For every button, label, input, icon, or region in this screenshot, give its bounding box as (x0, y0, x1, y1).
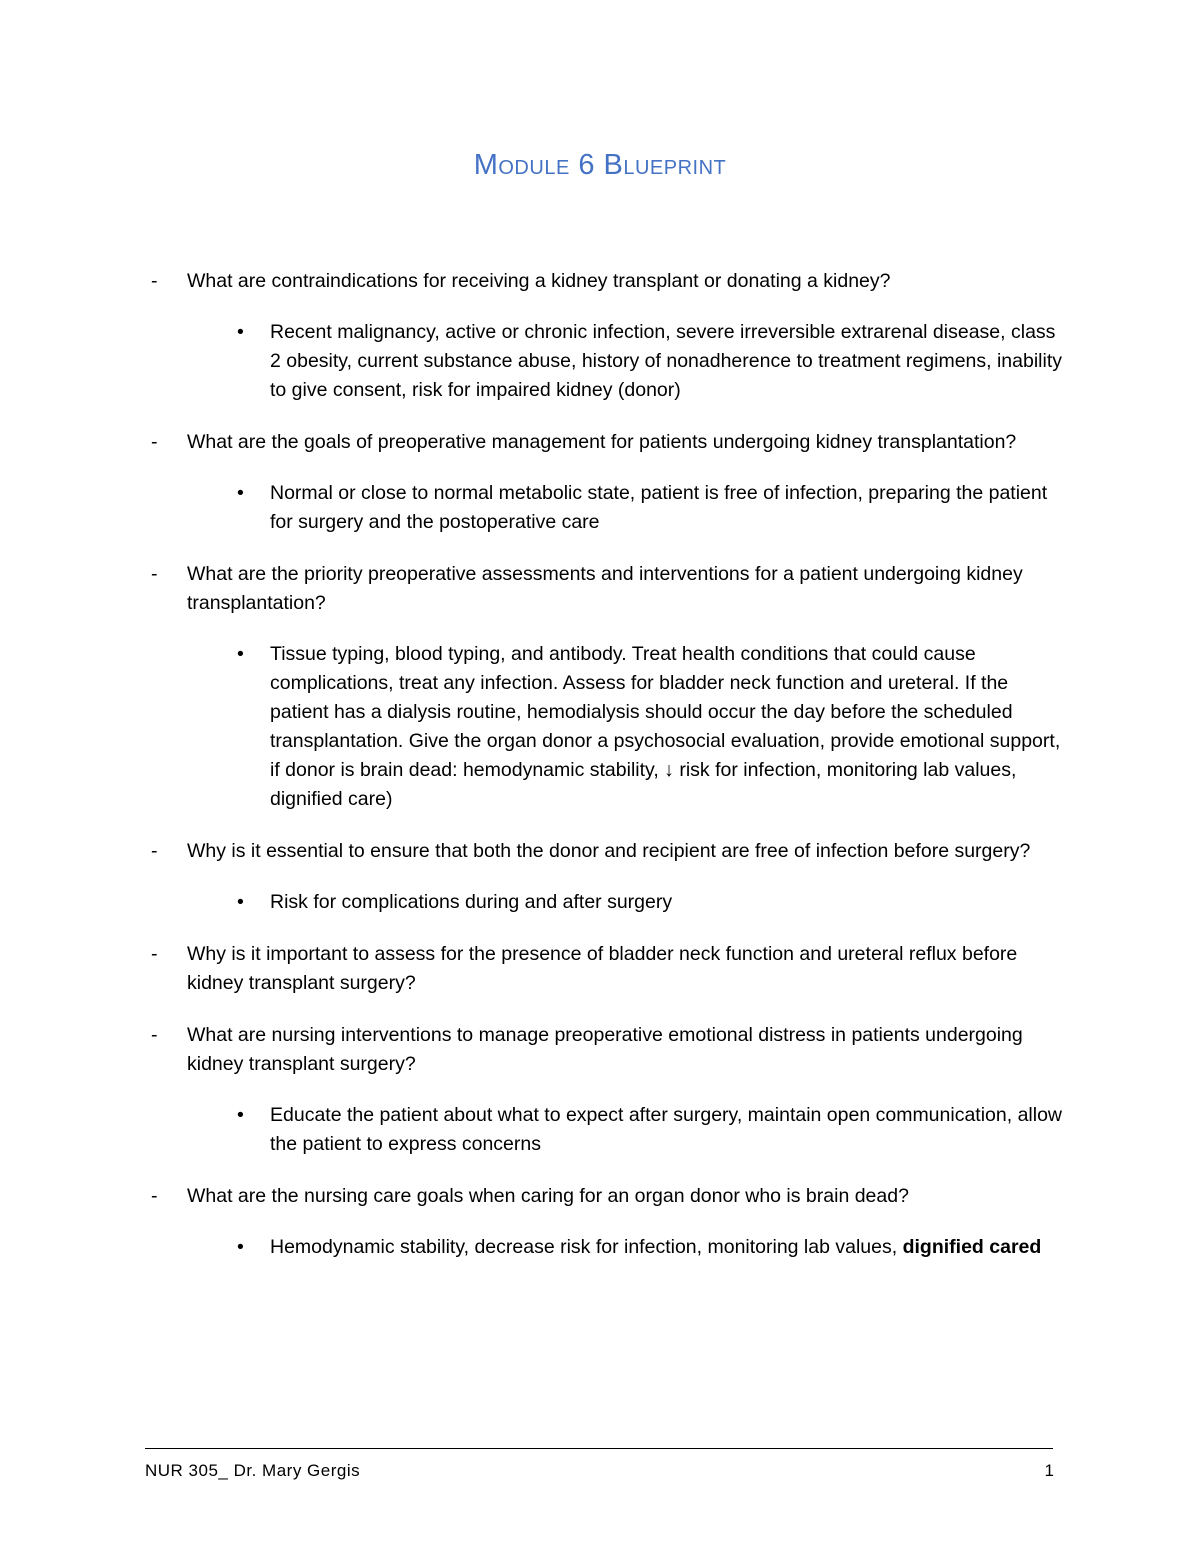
answer-item (145, 888, 1070, 917)
dash-marker: - (151, 840, 158, 862)
dash-marker: - (151, 1024, 158, 1046)
bullet-marker: • (237, 891, 244, 913)
answer-item (145, 318, 1070, 405)
bullet-marker: • (237, 321, 244, 343)
question-item (145, 1182, 1070, 1211)
question-text: What are the nursing care goals when caring for an organ donor who is brain dead? (187, 1185, 909, 1207)
dash-marker: - (151, 270, 158, 292)
answer-item (145, 479, 1070, 537)
blueprint-content (145, 267, 1070, 1285)
question-item (145, 428, 1070, 457)
footer-divider (145, 1448, 1053, 1449)
question-text: What are the priority preoperative assessments and interventions for a patient undergoing kidney transplantation? (187, 563, 1023, 614)
answer-text: Risk for complications during and after surgery (270, 891, 673, 913)
answer-text: Recent malignancy, active or chronic infection, severe irreversible extrarenal disease, class 2 obesity, current substance abuse, history of nonadherence to treatment regimens, inability to give consent, risk for impaired kidney (donor) (270, 321, 1062, 401)
question-text: Why is it important to assess for the presence of bladder neck function and ureteral reflux before kidney transplant surgery? (187, 943, 1018, 994)
question-item (145, 267, 1070, 296)
dash-marker: - (151, 431, 158, 453)
answer-item (145, 1233, 1070, 1262)
answer-text: Tissue typing, blood typing, and antibody. Treat health conditions that could cause complications, treat any infection. Assess for bladder neck function and ureteral. If the patient has a dialysis routine, hemodialysis should occur the day before the scheduled transplantation. Give the organ donor a psychosocial evaluation, provide emotional support, if donor is brain dead: hemodynamic stability, ↓ risk for infection, monitoring lab values, dignified care) (270, 643, 1061, 810)
question-text: What are nursing interventions to manage preoperative emotional distress in patients undergoing kidney transplant surgery? (187, 1024, 1023, 1075)
answer-text: Normal or close to normal metabolic state, patient is free of infection, preparing the patient for surgery and the postoperative care (270, 482, 1048, 533)
dash-marker: - (151, 943, 158, 965)
question-item (145, 1021, 1070, 1079)
answer-text: Hemodynamic stability, decrease risk for infection, monitoring lab values, (270, 1236, 903, 1258)
answer-bold-text: dignified cared (902, 1236, 1042, 1258)
question-text: What are contraindications for receiving a kidney transplant or donating a kidney? (187, 270, 891, 292)
question-text: What are the goals of preoperative management for patients undergoing kidney transplantation? (187, 431, 1017, 453)
answer-text: Educate the patient about what to expect after surgery, maintain open communication, allow the patient to express concerns (270, 1104, 1063, 1155)
answer-item (145, 1101, 1070, 1159)
bullet-marker: • (237, 1236, 244, 1258)
question-item (145, 940, 1070, 998)
dash-marker: - (151, 1185, 158, 1207)
footer-course: NUR 305_ Dr. Mary Gergis (145, 1461, 361, 1480)
bullet-marker: • (237, 643, 244, 665)
question-item (145, 560, 1070, 618)
question-text: Why is it essential to ensure that both the donor and recipient are free of infection before surgery? (187, 840, 1031, 862)
page-title: Module 6 Blueprint (473, 149, 727, 181)
question-item (145, 837, 1070, 866)
dash-marker: - (151, 563, 158, 585)
footer-page-number: 1 (1044, 1461, 1054, 1480)
bullet-marker: • (237, 482, 244, 504)
answer-item (145, 640, 1070, 814)
bullet-marker: • (237, 1104, 244, 1126)
